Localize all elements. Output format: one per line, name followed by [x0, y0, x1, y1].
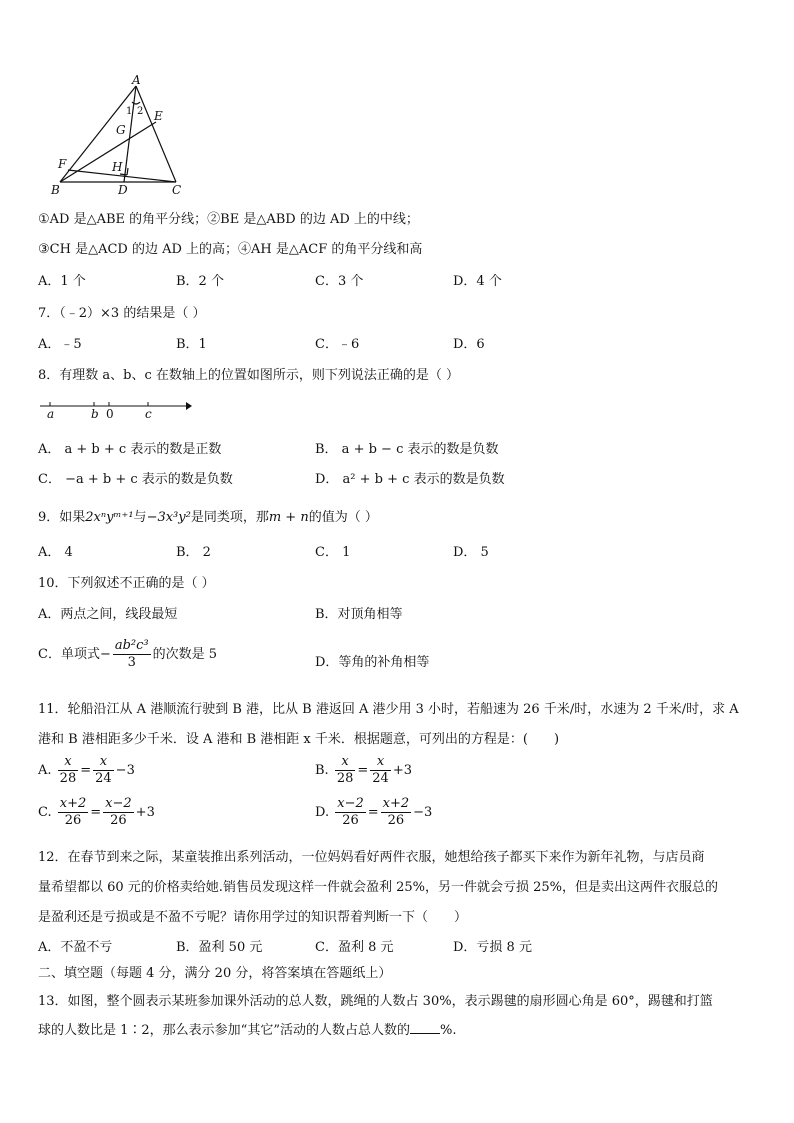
q12-line-2: 量希望都以 60 元的价格卖给她.销售员发现这样一件就会盈利 25%，另一件就会亏损 25%，但是卖出这两件衣服总的: [38, 880, 718, 895]
section-2-heading: 二、填空题（每题 4 分，满分 20 分，将答案填在答题纸上）: [38, 966, 392, 981]
q10-option-a: A．两点之间，线段最短: [38, 607, 178, 622]
q11-d-n1: x−2: [337, 796, 364, 811]
q10-option-c-pre: C．单项式: [38, 647, 100, 662]
q8-option-a: A． a + b + c 表示的数是正数: [38, 442, 222, 457]
q11-a-d1: 28: [59, 771, 77, 786]
q6-option-b: B．2 个: [176, 274, 224, 289]
q11-d-tail: −3: [413, 805, 433, 820]
label-C: C: [172, 183, 182, 197]
q7-option-c: C．﹣6: [315, 337, 360, 352]
q13-answer-blank: [410, 1021, 440, 1034]
q10-option-c-post: 的次数是 5: [152, 647, 218, 662]
q6-option-c: C．3 个: [315, 274, 364, 289]
q11-d-n2: x+2: [382, 796, 410, 811]
label-G: G: [116, 123, 126, 137]
q11-c-tail: +3: [135, 805, 155, 820]
q12-line-3: 是盈利还是亏损或是不盈不亏呢？请你用学过的知识帮着判断一下（ ）: [38, 910, 468, 925]
q11-option-a: A. $\frac{x}{28}$ = $\frac{x}{24}$ −3: [38, 754, 135, 786]
q9-tail: 的值为（ ）: [308, 510, 378, 525]
q10-option-b: B．对顶角相等: [315, 607, 403, 622]
q13-line-2: [38, 1019, 456, 1038]
q11-d-d1: 26: [342, 813, 359, 828]
q12-option-d: D．亏损 8 元: [453, 940, 532, 955]
label-E: E: [154, 109, 163, 123]
numberline-b: b: [91, 407, 99, 421]
label-B: B: [51, 183, 60, 197]
q11-b-frac1: [335, 754, 356, 787]
label-angle-2: 2: [137, 106, 144, 117]
q13-line-2-pre: 球的人数比是 1∶2，那么表示参加“其它”活动的人数占总人数的: [38, 1023, 410, 1038]
q11-c-d2: 26: [110, 813, 127, 828]
q9-post: 是同类项，那: [190, 510, 269, 525]
q9-expr: m + n: [268, 510, 309, 525]
q7-option-b: B．1: [176, 337, 207, 352]
q11-d-label: D.: [315, 805, 330, 820]
q11-b-n2: x: [370, 754, 391, 771]
q9-option-b: B． 2: [176, 545, 211, 560]
q6-option-a: A．1 个: [38, 274, 86, 289]
triangle-figure: [48, 74, 198, 198]
numberline-a: a: [47, 407, 55, 421]
q6-option-d: D．4 个: [453, 274, 502, 289]
label-F: F: [58, 157, 67, 171]
q8-option-d: D． a² + b + c 表示的数是负数: [315, 472, 505, 487]
q9-term2: −3x³y²: [146, 510, 191, 525]
q11-c-n2: x−2: [105, 796, 132, 811]
q11-b-n1: x: [335, 754, 356, 771]
q7-option-a: A．﹣5: [38, 337, 82, 352]
q13-line-2-post: %.: [439, 1023, 457, 1038]
q12-option-b: B．盈利 50 元: [176, 940, 263, 955]
q11-b-frac2: [370, 754, 391, 787]
q11-c-frac2: [103, 796, 134, 829]
q11-b-label: B.: [315, 763, 329, 778]
q11-option-d: D. $\frac{x-2}{26}$ = $\frac{x+2}{26}$ −3: [315, 796, 433, 828]
label-A: A: [132, 73, 141, 87]
q9-option-c: C． 1: [315, 545, 351, 560]
q10-stem: 10．下列叙述不正确的是（ ）: [38, 576, 215, 591]
q7-option-d: D．6: [453, 337, 485, 352]
q9-pre: 9．如果: [38, 510, 86, 525]
q10-option-c: C．单项式− $\frac{\text{ab²c³}}{3}$ 的次数是 5: [38, 638, 218, 670]
q11-a-tail: −3: [115, 763, 135, 778]
q11-b-d1: 28: [336, 771, 354, 786]
numberline-c: c: [145, 407, 152, 421]
label-D: D: [118, 183, 128, 197]
q6-statement-1: ①AD 是△ABE 的角平分线；②BE 是△ABD 的边 AD 上的中线；: [38, 212, 419, 227]
number-line-figure: [38, 396, 194, 420]
q11-line-2: 港和 B 港相距多少千米．设 A 港和 B 港相距 x 千米．根据题意，可列出的方程是：( ): [38, 732, 560, 747]
q11-b-d2: 24: [372, 771, 389, 786]
q11-a-d2: 24: [95, 771, 112, 786]
q11-a-label: A.: [38, 763, 52, 778]
q11-c-n1: x+2: [59, 796, 87, 811]
q11-b-tail: +3: [392, 763, 412, 778]
q11-a-frac2: [93, 754, 114, 787]
q11-d-d2: 26: [387, 813, 405, 828]
q10-fraction-denominator: 3: [127, 655, 136, 670]
q6-statement-2: ③CH 是△ACD 的边 AD 上的高；④AH 是△ACF 的角平分线和高: [38, 242, 423, 257]
q8-stem: 8．有理数 a、b、c 在数轴上的位置如图所示，则下列说法正确的是（ ）: [38, 368, 460, 383]
q11-a-frac1: [58, 754, 79, 787]
q12-option-a: A．不盈不亏: [38, 940, 113, 955]
q10-fraction: [113, 638, 151, 671]
q11-c-frac1: [58, 796, 89, 829]
q11-a-n2: x: [93, 754, 114, 771]
q10-option-d: D．等角的补角相等: [315, 655, 430, 670]
q9-option-a: A． 4: [38, 545, 73, 560]
q11-c-label: C.: [38, 805, 52, 820]
q9-term1: 2xⁿyᵐ⁺¹: [85, 510, 134, 525]
q11-line-1: 11．轮船沿江从 A 港顺流行驶到 B 港，比从 B 港返回 A 港少用 3 小时，若船速为 26 千米/时，水速为 2 千米/时，求 A: [38, 702, 739, 717]
q10-fraction-numerator: ab²c³: [114, 638, 149, 653]
q11-d-frac1: [335, 796, 366, 829]
q11-a-n1: x: [58, 754, 79, 771]
q11-c-d1: 26: [64, 813, 82, 828]
numberline-zero: 0: [106, 407, 114, 421]
q9-mid: 与: [133, 510, 147, 525]
q12-option-c: C．盈利 8 元: [315, 940, 394, 955]
q7-stem: 7．（﹣2）×3 的结果是（ ）: [38, 306, 206, 321]
q12-line-1: 12．在春节到来之际，某童装推出系列活动，一位妈妈看好两件衣服，她想给孩子都买下来作为新年礼物，与店员商: [38, 850, 705, 865]
q9-option-d: D． 5: [453, 545, 489, 560]
label-H: H: [112, 160, 123, 174]
q8-option-c: C． −a + b + c 表示的数是负数: [38, 472, 233, 487]
q11-option-c: C. $\frac{x+2}{26}$ = $\frac{x-2}{26}$ +3: [38, 796, 155, 828]
q9-stem: [38, 506, 378, 525]
q11-option-b: B. $\frac{x}{28}$ = $\frac{x}{24}$ +3: [315, 754, 412, 786]
q13-line-1: 13．如图，整个圆表示某班参加课外活动的总人数，跳绳的人数占 30%，表示踢毽的扇形圆心角是 60°，踢毽和打篮: [38, 994, 713, 1009]
q8-option-b: B． a + b − c 表示的数是负数: [315, 442, 499, 457]
label-angle-1: 1: [126, 106, 133, 117]
q11-d-frac2: [381, 796, 412, 829]
